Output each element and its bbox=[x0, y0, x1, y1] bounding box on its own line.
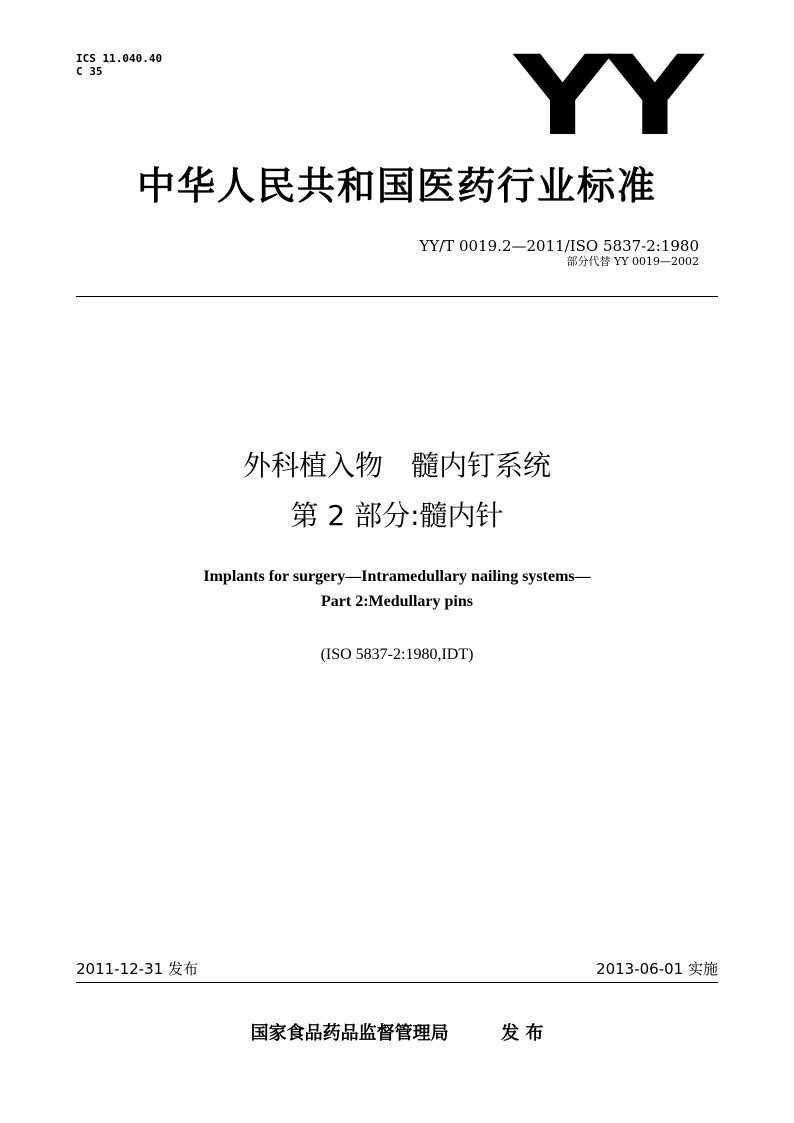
standard-number: YY/T 0019.2—2011/ISO 5837-2:1980 bbox=[419, 237, 699, 255]
publish-date: 2011-12-31 发布 bbox=[76, 960, 198, 978]
replaces-note: 部分代替 YY 0019—2002 bbox=[566, 255, 699, 268]
ics-code: ICS 11.040.40 bbox=[76, 52, 163, 65]
title-en-line2: Part 2:Medullary pins bbox=[321, 593, 473, 610]
issuer-name: 国家食品药品监督管理局 bbox=[250, 1023, 449, 1044]
yy-logo: YY bbox=[514, 32, 699, 160]
title-cn-line1: 外科植入物 髓内钉系统 bbox=[242, 449, 551, 482]
organization-title: 中华人民共和国医药行业标准 bbox=[136, 164, 657, 208]
implement-date: 2013-06-01 实施 bbox=[596, 960, 718, 978]
footer-divider bbox=[76, 982, 718, 983]
iso-equivalence: (ISO 5837-2:1980,IDT) bbox=[320, 646, 474, 663]
header-divider bbox=[76, 296, 718, 297]
classification-codes bbox=[76, 52, 162, 78]
title-cn-line2: 第 2 部分:髓内针 bbox=[290, 499, 504, 532]
issuer bbox=[0, 1022, 794, 1046]
ccs-code: C 35 bbox=[76, 65, 103, 78]
issuer-action: 发 布 bbox=[501, 1023, 544, 1044]
title-en-line1: Implants for surgery—Intramedullary nailing systems— bbox=[203, 568, 591, 585]
